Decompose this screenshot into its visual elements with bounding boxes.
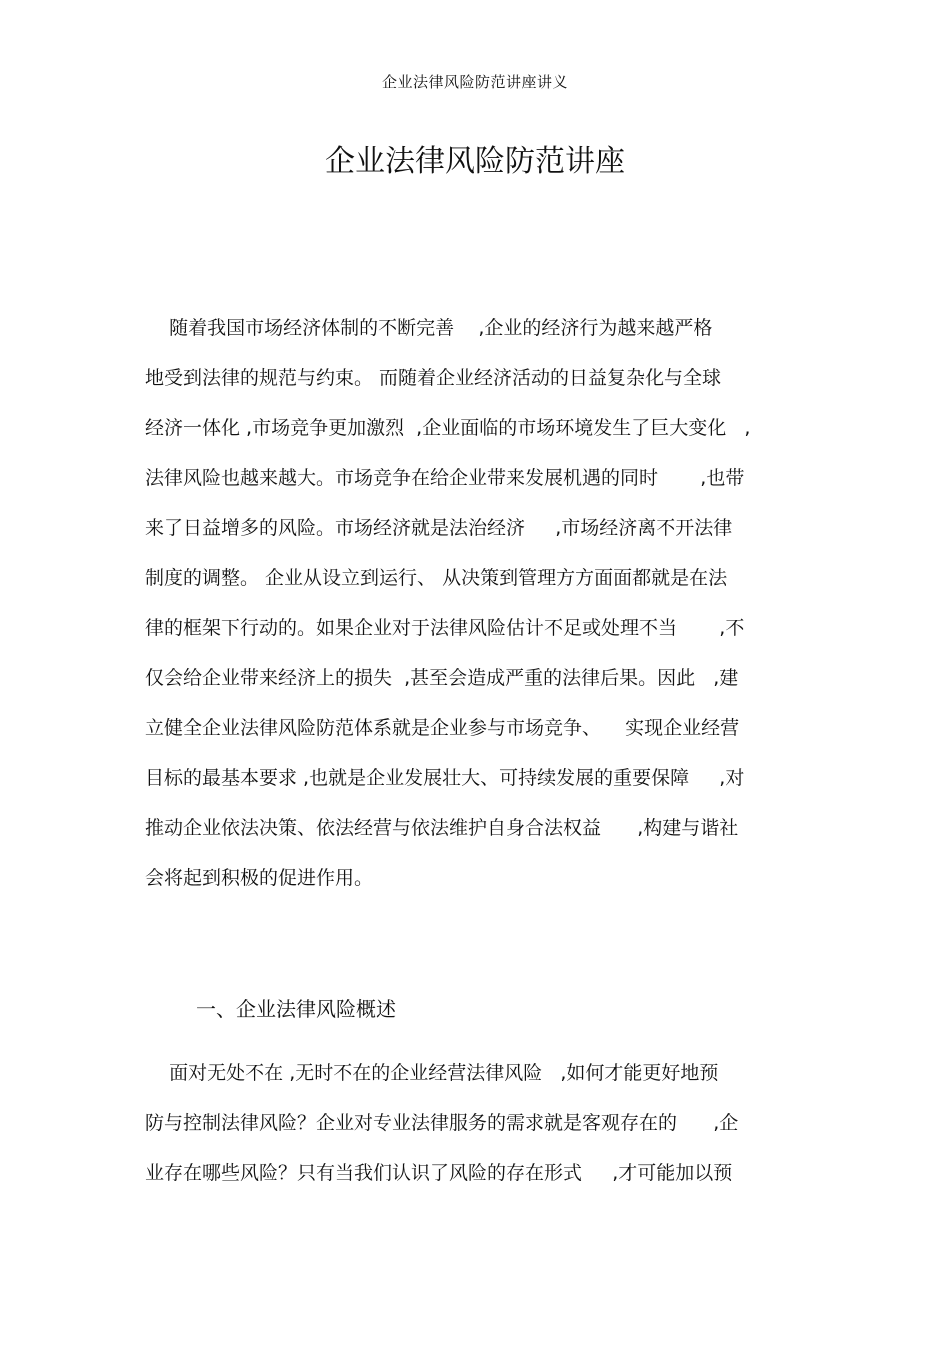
paragraph-line: 目标的最基本要求 ,也就是企业发展壮大、可持续发展的重要保障 ,对 — [145, 767, 745, 789]
section-heading: 一、企业法律风险概述 — [196, 997, 396, 1021]
document-title: 企业法律风险防范讲座 — [325, 144, 625, 179]
paragraph-line: 制度的调整。 企业从设立到运行、 从决策到管理方方面面都就是在法 — [145, 567, 728, 589]
running-header: 企业法律风险防范讲座讲义 — [381, 73, 568, 91]
paragraph-line: 推动企业依法决策、依法经营与依法维护自身合法权益 ,构建与谐社 — [145, 817, 739, 839]
paragraph-line: 仅会给企业带来经济上的损失 ,甚至会造成严重的法律后果。因此 ,建 — [145, 667, 739, 689]
paragraph-line: 防与控制法律风险？企业对专业法律服务的需求就是客观存在的 ,企 — [145, 1112, 739, 1134]
paragraph-line: 经济一体化 ,市场竞争更加激烈 ,企业面临的市场环境发生了巨大变化 , — [145, 417, 751, 439]
intro-paragraph — [145, 303, 750, 903]
paragraph-line: 会将起到积极的促进作用。 — [145, 867, 374, 889]
paragraph-line: 面对无处不在 ,无时不在的企业经营法律风险 ,如何才能更好地预 — [145, 1062, 719, 1084]
paragraph-line: 地受到法律的规范与约束。 而随着企业经济活动的日益复杂化与全球 — [145, 367, 722, 389]
paragraph-line: 业存在哪些风险？只有当我们认识了风险的存在形式 ,才可能加以预 — [145, 1162, 733, 1184]
paragraph-line: 随着我国市场经济体制的不断完善 ,企业的经济行为越来越严格 — [145, 317, 713, 339]
paragraph-line: 来了日益增多的风险。市场经济就是法治经济 ,市场经济离不开法律 — [145, 517, 733, 539]
paragraph-line: 律的框架下行动的。如果企业对于法律风险估计不足或处理不当 ,不 — [145, 617, 745, 639]
paragraph-line: 法律风险也越来越大。市场竞争在给企业带来发展机遇的同时 ,也带 — [145, 467, 745, 489]
section-paragraph — [145, 1048, 738, 1198]
paragraph-line: 立健全企业法律风险防范体系就是企业参与市场竞争、 实现企业经营 — [145, 717, 740, 739]
